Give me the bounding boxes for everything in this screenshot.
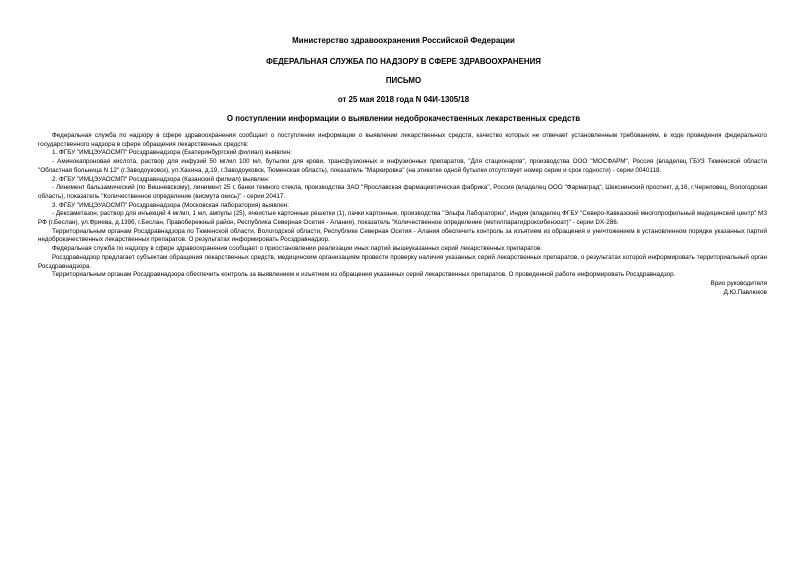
control-paragraph: Территориальным органам Росздравнадзора обеспечить контроль за выявлением и изъятием из обращения указанных серий лекарственных препаратов. О проведенной работе информировать Росздравнадзор.: [52, 271, 676, 279]
service-heading: ФЕДЕРАЛЬНАЯ СЛУЖБА ПО НАДЗОРУ В СФЕРЕ ЗДРАВООХРАНЕНИЯ: [266, 57, 541, 66]
item-2-text: - Линимент бальзамический (по Вишневскому), линимент 25 г, банки темного стекла, производства ЗАО "Ярославская фармацевтическая фабрика", Россия (владелец ООО "Фармаград", Шекснинский проспект, д.16, г.Череповец, Вологодская область), показатель "Количественное определение (висмута окись)" - серии 20417.: [38, 184, 767, 200]
item-1-text: - Аминокапроновая кислота, раствор для инфузий 50 мг/мл 100 мл, бутылки для крови, трансфузионных и инфузионных препаратов, "Для стационаров", производства ООО "МОСФАРМ", Россия (владелец ГБУЗ Тюменской области "Областная больница N 12" (г.Заводоуковск), ул.Хахина, д.19, г.Заводоуковск, Тюменская область), показатель "Маркировка" (на этикетке одной бутылки отсутствует номер серии и срок годности) - серии 0040118.: [38, 158, 767, 174]
letter-body: [38, 132, 767, 297]
signatory-position: Врио руководителя: [710, 279, 767, 287]
intro-paragraph: Федеральная служба по надзору в сфере здравоохранения сообщает о поступлении информации о выявлении лекарственных средств, качество которых не отвечает установленным требованиям, в ходе проведения федерального государственного надзора в сфере обращения лекарственных средств:: [38, 132, 767, 148]
item-2-title: 2. ФГБУ "ИМЦЭУАОСМП" Росздравнадзора (Казанский филиал) выявлен:: [52, 175, 270, 183]
item-3-title: 3. ФГБУ "ИМЦЭУАОСМП" Росздравнадзора (Московская лаборатория) выявлен:: [52, 201, 289, 209]
ministry-heading: Министерство здравоохранения Российской Федерации: [292, 36, 515, 45]
territorial-control-paragraph: Территориальным органам Росздравнадзора по Тюменской области, Вологодской области, Республике Северная Осетия - Алания обеспечить контроль за изъятием из обращения и уничтожением в установленном порядке указанных партий недоброкачественных лекарственных препаратов. О результатах информировать Росздравнадзор.: [38, 227, 767, 244]
signatory-name: Д.Ю.Павлюков: [723, 288, 767, 296]
suspension-paragraph: Федеральная служба по надзору в сфере здравоохранения сообщает о приостановлении реализации иных партий вышеуказанных серий лекарственных препаратов.: [52, 245, 542, 253]
item-1-title: 1. ФГБУ "ИМЦЭУАОСМП" Росздравнадзора (Екатеринбургский филиал) выявлен:: [52, 149, 293, 157]
date-number-heading: от 25 мая 2018 года N 04И-1305/18: [337, 95, 470, 104]
item-3-text: - Дексаметазон, раствор для инъекций 4 мг/мл, 1 мл, ампулы (25), ячеистые картонные решетки (1), пачки картонные, производства "Эльфа Лабораториз", Индия (владелец ФГБУ "Северо-Кавказский многопрофильный медицинский центр" МЗ РФ (г.Беслан), ул.Фриева, д.139б, г.Беслан, Правобережный район, Республика Северная Осетия - Алания), показатель "Количественное определение (метилпарагидроксибензоат)" - серии DX-286.: [38, 210, 767, 227]
subject-heading: О поступлении информации о выявлении недоброкачественных лекарственных средств: [226, 114, 581, 123]
document-type-heading: ПИСЬМО: [385, 76, 422, 85]
proposal-paragraph: Росздравнадзор предлагает субъектам обращения лекарственных средств, медицинским организациям провести проверку наличия указанных серий лекарственных препаратов, о результатах которой информировать территориальный орган Росздравнадзора.: [38, 253, 767, 270]
